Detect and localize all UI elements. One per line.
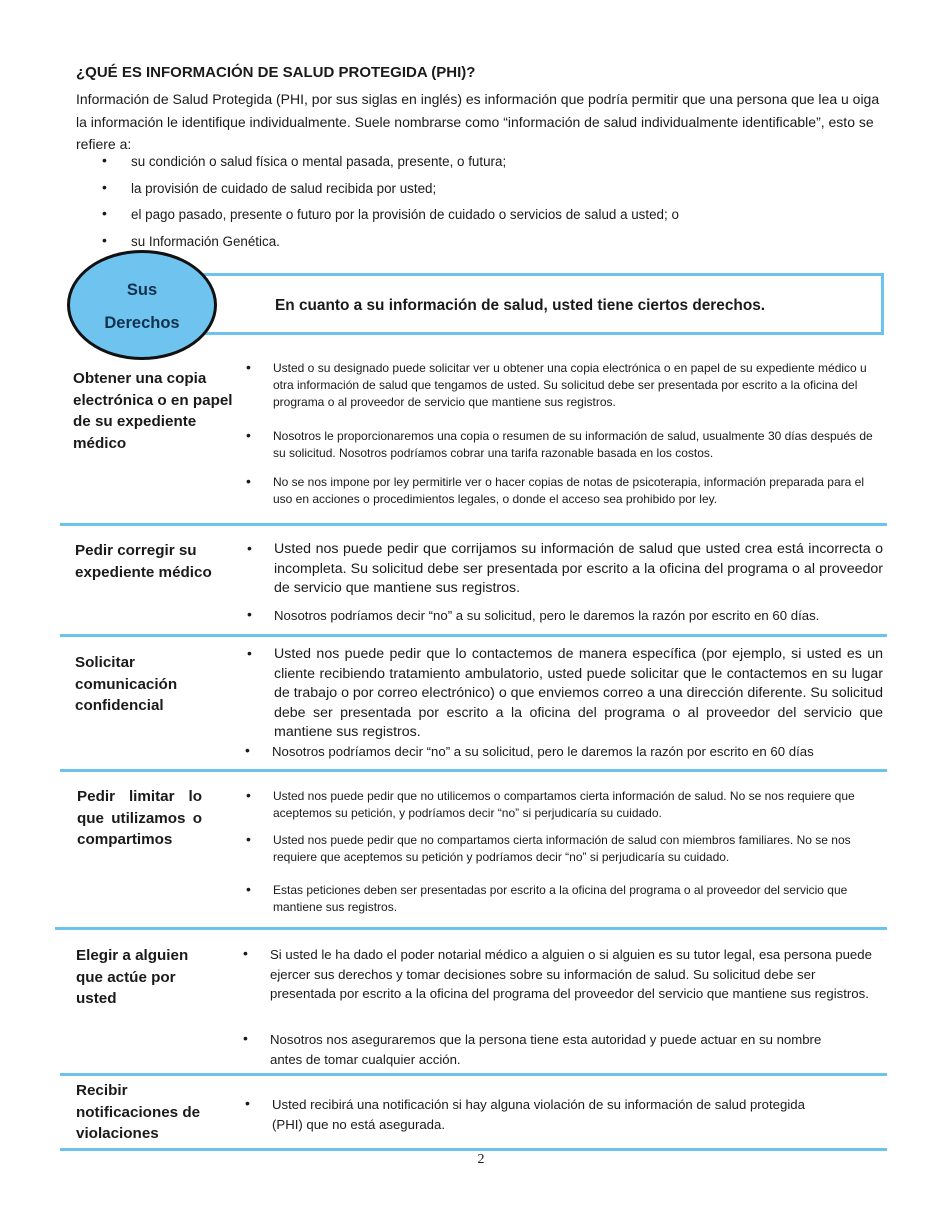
bullet-text: Usted recibirá una notificación si hay alguna violación de su información de salud protegida (PHI) que no está asegurada. xyxy=(272,1097,805,1132)
section-divider xyxy=(60,1073,887,1076)
bullet-text: Estas peticiones deben ser presentadas por escrito a la oficina del programa o al proveedor del servicio que mantiene sus registros. xyxy=(273,883,848,914)
section-divider xyxy=(60,769,887,772)
section-bullet xyxy=(246,473,883,508)
bullet-dot: • xyxy=(243,1030,248,1046)
bullet-dot: • xyxy=(246,787,251,803)
bullet-dot: • xyxy=(247,540,252,556)
section-label-correct: Pedir corregir su expediente médico xyxy=(75,542,212,581)
section-bullet xyxy=(247,606,889,626)
intro-bullet: • la provisión de cuidado de salud recibida por usted; xyxy=(100,179,679,206)
page-number: 2 xyxy=(477,1152,485,1167)
section-label-limit: Pedir limitar lo que utilizamos o compartimos xyxy=(77,788,202,848)
section-bullet xyxy=(246,831,883,866)
page-heading: ¿QUÉ ES INFORMACIÓN DE SALUD PROTEGIDA (PHI)? xyxy=(76,64,476,81)
section-label-breach: Recibir notificaciones de violaciones xyxy=(76,1082,201,1142)
rights-badge xyxy=(67,250,217,360)
rights-badge-line1: Sus xyxy=(126,281,158,299)
section-bullet xyxy=(245,742,887,762)
bullet-dot: • xyxy=(246,881,251,897)
bullet-text: Usted nos puede pedir que no utilicemos o compartamos cierta información de salud. No se nos requiere que aceptemos su petición, y podríamos decir “no” si perjudicaría su cuidado. xyxy=(273,789,855,820)
bullet-text: No se nos impone por ley permitirle ver o hacer copias de notas de psicoterapia, información preparada para el uso en acciones o procedimientos legales, o donde el acceso sea prohibido por ley. xyxy=(273,475,864,506)
bullet-text: Usted nos puede pedir que lo contactemos de manera específica (por ejemplo, si usted es un cliente recibiendo tratamiento ambulatorio, usted puede solicitar que le contactemos en su lugar de trabajo o por correo electrónico) o que enviemos correo a una dirección diferente. Su solicitud debe ser presentada por escrito a la oficina del programa o al proveedor del servicio que mantiene sus registros. xyxy=(274,646,883,740)
bullet-text: Usted nos puede pedir que no compartamos cierta información de salud con miembros familiares. No se nos requiere que aceptemos su petición y podríamos decir “no” si perjudicaría su cuidado. xyxy=(273,833,851,864)
section-divider xyxy=(55,927,887,930)
bullet-dot: • xyxy=(245,742,250,758)
section-bullet xyxy=(247,540,883,599)
bullet-text: Nosotros nos aseguraremos que la persona tiene esta autoridad y puede actuar en su nombre antes de tomar cualquier acción. xyxy=(270,1032,822,1067)
section-divider xyxy=(60,634,887,637)
bullet-text: Usted nos puede pedir que corrijamos su información de salud que usted crea está incorrecta o incompleta. Su solicitud debe ser presentada por escrito a la oficina del programa o al proveedor de servicio que mantiene sus registros. xyxy=(274,541,883,596)
bullet-dot: • xyxy=(247,645,252,661)
bullet-dot: • xyxy=(243,945,248,961)
bullet-dot: • xyxy=(247,606,252,622)
bullet-text: Si usted le ha dado el poder notarial médico a alguien o si alguien es su tutor legal, esa persona puede ejercer sus derechos y tomar decisiones sobre su información de salud. Su solicitud debe ser presentada por escrito a la oficina del programa del proveedor del servicio que mantiene sus registros. xyxy=(270,947,872,1001)
intro-bullet: • su Información Genética. xyxy=(100,232,679,259)
section-bullet xyxy=(246,881,883,916)
bullet-text: Nosotros podríamos decir “no” a su solicitud, pero le daremos la razón por escrito en 60 días. xyxy=(274,608,820,623)
section-bullet xyxy=(243,1030,850,1069)
section-label-copy: Obtener una copia electrónica o en papel de su expediente médico xyxy=(73,370,233,452)
section-bullet xyxy=(246,787,883,822)
bullet-dot: • xyxy=(245,1095,250,1111)
bullet-text: Usted o su designado puede solicitar ver u obtener una copia electrónica o en papel de su expediente médico u otra información de salud que tengamos de usted. Su solicitud debe ser presentada por escrito a la oficina del programa o al proveedor de servicio que mantiene sus registros. xyxy=(273,361,867,409)
section-label-representative: Elegir a alguien que actúe por usted xyxy=(76,947,189,1007)
rights-banner-text: En cuanto a su información de salud, usted tiene ciertos derechos. xyxy=(275,297,766,314)
section-bullet xyxy=(243,945,882,1004)
section-bullet xyxy=(245,1095,817,1134)
bullet-dot: • xyxy=(246,359,251,375)
section-bullet xyxy=(246,427,883,462)
section-divider xyxy=(60,1148,887,1151)
intro-paragraph: Información de Salud Protegida (PHI, por sus siglas en inglés) es información que podría permitir que una persona que lea u oiga la información le identifique individualmente. Suele nombrarse como “información de salud individualmente identificable”, esto se refiere a: xyxy=(76,91,880,152)
intro-bullet: • su condición o salud física o mental pasada, presente, o futura; xyxy=(100,152,679,179)
section-bullet xyxy=(246,359,883,411)
intro-bullet: • el pago pasado, presente o futuro por la provisión de cuidado o servicios de salud a usted; o xyxy=(100,205,679,232)
bullet-text: Nosotros le proporcionaremos una copia o resumen de su información de salud, usualmente 30 días después de su solicitud. Nosotros podríamos cobrar una tarifa razonable basada en los costos. xyxy=(273,429,873,460)
intro-bullet-list xyxy=(100,152,679,258)
section-divider xyxy=(60,523,887,526)
section-label-confidential: Solicitar comunicación confidencial xyxy=(75,654,178,714)
section-bullet xyxy=(247,645,883,743)
bullet-dot: • xyxy=(246,427,251,443)
bullet-dot: • xyxy=(246,831,251,847)
rights-badge-line2: Derechos xyxy=(104,314,180,332)
bullet-text: Nosotros podríamos decir “no” a su solicitud, pero le daremos la razón por escrito en 60 días xyxy=(272,744,814,759)
bullet-dot: • xyxy=(246,473,251,489)
